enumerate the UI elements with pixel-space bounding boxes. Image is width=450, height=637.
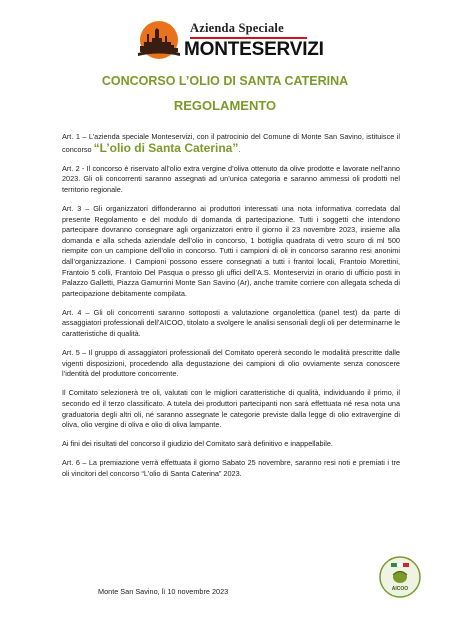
article-1-end: . (238, 144, 241, 154)
logo-top-text: Azienda Speciale (190, 21, 284, 35)
giudizio-paragraph: Ai fini dei risultati del concorso il giudizio del Comitato sarà definitivo e inappellabile. (62, 439, 333, 449)
contest-name: “L’olio di Santa Caterina” (93, 140, 239, 155)
logo-main-text: MONTESERVIZI (184, 39, 324, 60)
town-skyline-logo-icon (138, 20, 180, 62)
article-5: Art. 5 – Il gruppo di assaggiatori professionali del Comitato opererà secondo le modalità prescritte dalle vigenti disposizioni, procedendo alla degustazione dei campioni di olio ovviamente senza conoscere l’identità del produttore concorrente. (62, 348, 400, 379)
place-date: Monte San Savino, lì 10 novembre 2023 (98, 587, 229, 596)
comitato-paragraph: Il Comitato selezionerà tre oli, valutati con le migliori caratteristiche di qualità, individuando il primo, il secondo ed il terzo classificato. A tutela dei produttori partecipanti non sarà effettuata né resa nota una graduatoria degli altri oli, né saranno assegnate le categorie previste dalla legge di olio extravergine di oliva, olio vergine di oliva e olio di oliva lampante. (62, 388, 400, 430)
seal-text: AICOO (391, 586, 409, 592)
article-3: Art. 3 – Gli organizzatori diffonderanno ai produttori interessati una nota informativa corredata dal presente Regolamento e del modulo di domanda di partecipazione. Tutti i soggetti che intendono partecipare dovranno consegnare agli organizzatori entro il giorno il 23 novembre 2023, insieme alla domanda e alla scheda aziendale dell’olio in concorso, 1 bottiglia quadrata di vetro scuro di ml 500 riempite con un campione dell’olio in concorso. Tutti i campioni di oli in concorso saranno resi anonimi dall’organizzazione. I Campioni possono essere consegnati a tutti i frantoi locali, Frantoio Morettini, Frantoio 5 colli, Frantoio Del Pasqua o presso gli uffici dell’A.S. Monteservizi in orario di ufficio posti in Palazzo Galletti, Piazza Gamurrini Monte San Savino (Ar), anche tramite corriere con allegata scheda di partecipazione debitamente compilata. (62, 203, 400, 298)
article-1 (62, 132, 400, 155)
article-1-text: Art. 1 – L’azienda speciale Monteservizi, con il patrocinio del Comune di Monte San Savino, istituisce il concorso (62, 132, 400, 154)
document-subtitle: REGOLAMENTO (173, 98, 277, 113)
article-2: Art. 2 - Il concorso è riservato all’olio extra vergine d’oliva ottenuto da olive prodotte e lavorate nell’anno 2023. Gli oli concorrenti saranno assegnati ad un’unica categoria e saranno ammessi oli prodotti nel territorio regionale. (62, 163, 400, 194)
document-title: CONCORSO L’OLIO DI SANTA CATERINA (101, 74, 349, 88)
article-4: Art. 4 – Gli oli concorrenti saranno sottoposti a valutazione organolettica (panel test) da parte di assaggiatori professionali dell’AICOO, titolato a svolgere le analisi sensoriali degli oli per determinarne le caratteristiche di qualità. (62, 307, 400, 338)
aicoo-seal-icon (379, 556, 421, 598)
monteservizi-logo (138, 20, 324, 62)
article-6: Art. 6 – La premiazione verrà effettuata il giorno Sabato 25 novembre, saranno resi noti e premiati i tre oli vincitori del concorso “L’olio di Santa Caterina” 2023. (62, 458, 400, 478)
rules-body (62, 132, 400, 488)
